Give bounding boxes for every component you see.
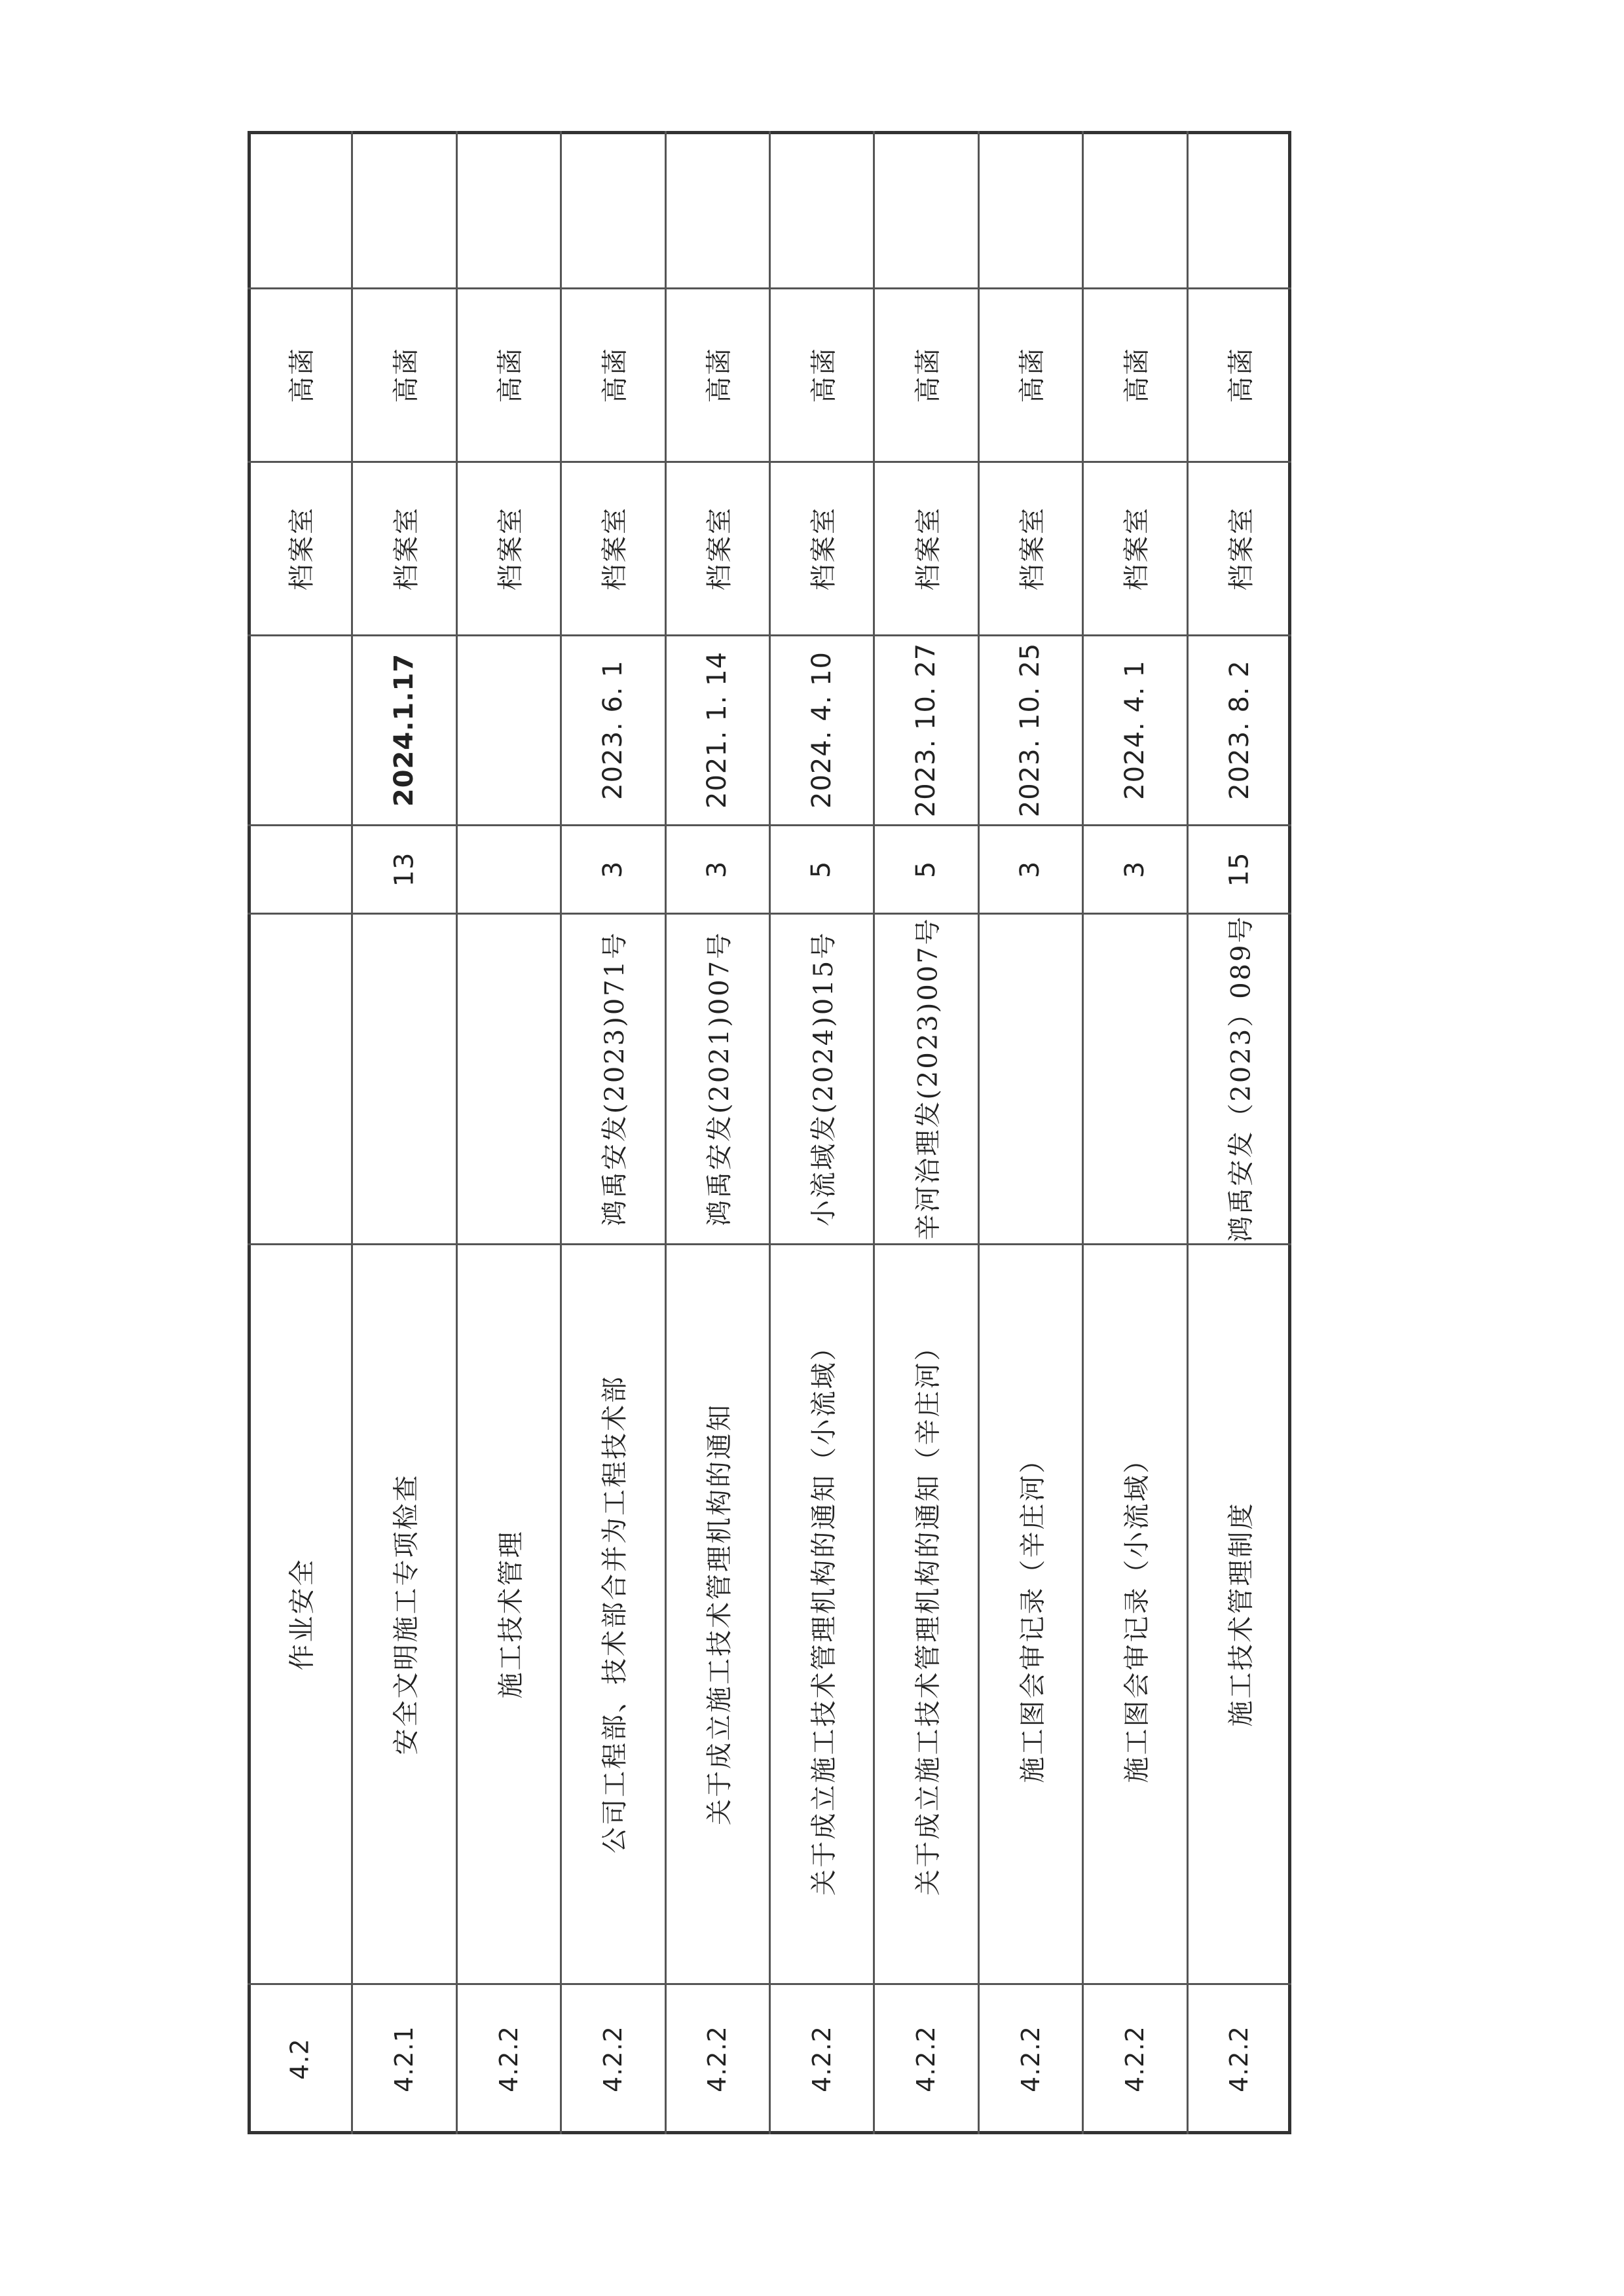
keeper-text: 高菡 — [495, 346, 526, 403]
cell-note — [248, 131, 352, 288]
cell-date — [456, 635, 561, 825]
cell-keeper — [874, 288, 978, 462]
date-text: 2023. 10. 27 — [911, 642, 942, 818]
no-text: 4.2 — [285, 2038, 314, 2080]
cell-title — [874, 1244, 978, 1984]
title-text: 施工图会审记录（辛庄河） — [1018, 1445, 1048, 1783]
cell-keeper — [769, 288, 874, 462]
cell-doc-no — [665, 913, 769, 1244]
cell-doc-no — [1187, 913, 1291, 1244]
title-text: 关于成立施工技术管理机构的通知 — [704, 1402, 735, 1825]
title-text: 公司工程部、技术部合并为工程技术部 — [600, 1374, 631, 1853]
cell-place — [874, 462, 978, 635]
cell-title — [1082, 1244, 1187, 1984]
no-text: 4.2.2 — [1225, 2026, 1254, 2092]
cell-note — [352, 131, 456, 288]
cell-date — [978, 635, 1082, 825]
cell-date — [769, 635, 874, 825]
pages-text: 3 — [597, 860, 628, 878]
date-text: 2024. 4. 10 — [806, 651, 837, 809]
cell-pages — [874, 825, 978, 913]
cell-keeper — [561, 288, 665, 462]
cell-doc-no — [352, 913, 456, 1244]
no-text: 4.2.2 — [912, 2026, 941, 2092]
place-text: 档案室 — [704, 506, 735, 591]
cell-no — [1187, 1984, 1291, 2134]
title-text: 施工技术管理制度 — [1226, 1501, 1257, 1726]
place-text: 档案室 — [600, 506, 631, 591]
doc-no-text: 鸿禹安发(2023)071号 — [600, 930, 631, 1227]
no-text: 4.2.2 — [598, 2026, 627, 2092]
place-text: 档案室 — [495, 506, 526, 591]
cell-note — [456, 131, 561, 288]
cell-note — [1187, 131, 1291, 288]
cell-no — [665, 1984, 769, 2134]
cell-date — [561, 635, 665, 825]
title-text: 作业安全 — [287, 1558, 318, 1670]
cell-pages — [665, 825, 769, 913]
cell-note — [769, 131, 874, 288]
cell-place — [665, 462, 769, 635]
cell-title — [665, 1244, 769, 1984]
pages-text: 5 — [806, 860, 837, 878]
cell-doc-no — [874, 913, 978, 1244]
no-text: 4.2.2 — [1120, 2026, 1149, 2092]
doc-no-text: 小流域发(2024)015号 — [809, 930, 840, 1227]
pages-text: 13 — [389, 852, 420, 886]
place-text: 档案室 — [1122, 506, 1153, 591]
cell-note — [561, 131, 665, 288]
cell-date — [1082, 635, 1187, 825]
cell-title — [561, 1244, 665, 1984]
cell-title — [248, 1244, 352, 1984]
cell-date — [352, 635, 456, 825]
pages-text: 3 — [702, 860, 733, 878]
cell-keeper — [1082, 288, 1187, 462]
no-text: 4.2.2 — [703, 2026, 732, 2092]
place-text: 档案室 — [391, 506, 422, 591]
title-text: 关于成立施工技术管理机构的通知（小流域） — [809, 1332, 840, 1895]
cell-note — [1082, 131, 1187, 288]
date-text: 2023. 6. 1 — [597, 660, 628, 800]
cell-pages — [456, 825, 561, 913]
place-text: 档案室 — [913, 506, 944, 591]
cell-place — [456, 462, 561, 635]
date-text: 2023. 10. 25 — [1015, 642, 1046, 818]
cell-no — [978, 1984, 1082, 2134]
cell-date — [1187, 635, 1291, 825]
doc-no-text: 鸿禹安发(2021)007号 — [704, 930, 735, 1227]
cell-no — [352, 1984, 456, 2134]
date-text: 2024. 4. 1 — [1119, 660, 1150, 800]
cell-doc-no — [561, 913, 665, 1244]
cell-place — [248, 462, 352, 635]
date-text: 2024.1.17 — [389, 653, 420, 807]
cell-doc-no — [248, 913, 352, 1244]
date-text: 2021. 1. 14 — [702, 651, 733, 809]
cell-no — [769, 1984, 874, 2134]
no-text: 4.2.1 — [390, 2026, 419, 2092]
cell-title — [352, 1244, 456, 1984]
cell-date — [248, 635, 352, 825]
doc-no-text: 鸿禹安发（2023）089号 — [1226, 915, 1257, 1243]
cell-doc-no — [769, 913, 874, 1244]
cell-date — [874, 635, 978, 825]
cell-place — [978, 462, 1082, 635]
cell-place — [769, 462, 874, 635]
place-text: 档案室 — [1017, 506, 1048, 591]
keeper-text: 高菡 — [809, 346, 840, 403]
pages-text: 15 — [1224, 852, 1255, 886]
keeper-text: 高菡 — [1017, 346, 1048, 403]
cell-title — [1187, 1244, 1291, 1984]
place-text: 档案室 — [809, 506, 840, 591]
cell-place — [561, 462, 665, 635]
cell-no — [1082, 1984, 1187, 2134]
place-text: 档案室 — [287, 506, 318, 591]
doc-no-text: 辛河治理发(2023)007号 — [913, 917, 944, 1241]
cell-keeper — [248, 288, 352, 462]
cell-pages — [248, 825, 352, 913]
cell-place — [1187, 462, 1291, 635]
cell-title — [769, 1244, 874, 1984]
cell-no — [874, 1984, 978, 2134]
no-text: 4.2.2 — [1016, 2026, 1045, 2092]
cell-date — [665, 635, 769, 825]
place-text: 档案室 — [1226, 506, 1257, 591]
no-text: 4.2.2 — [807, 2026, 836, 2092]
date-text: 2023. 8. 2 — [1224, 660, 1255, 800]
cell-note — [978, 131, 1082, 288]
cell-no — [561, 1984, 665, 2134]
cell-pages — [352, 825, 456, 913]
cell-note — [665, 131, 769, 288]
pages-text: 3 — [1015, 860, 1046, 878]
cell-keeper — [352, 288, 456, 462]
cell-place — [352, 462, 456, 635]
keeper-text: 高菡 — [913, 346, 944, 403]
cell-keeper — [1187, 288, 1291, 462]
cell-no — [248, 1984, 352, 2134]
keeper-text: 高菡 — [1226, 346, 1257, 403]
keeper-text: 高菡 — [1122, 346, 1153, 403]
keeper-text: 高菡 — [704, 346, 735, 403]
cell-doc-no — [1082, 913, 1187, 1244]
title-text: 安全文明施工专项检查 — [391, 1473, 422, 1755]
pages-text: 3 — [1119, 860, 1150, 878]
cell-keeper — [978, 288, 1082, 462]
cell-title — [978, 1244, 1082, 1984]
keeper-text: 高菡 — [391, 346, 422, 403]
cell-keeper — [665, 288, 769, 462]
cell-doc-no — [456, 913, 561, 1244]
keeper-text: 高菡 — [287, 346, 318, 403]
cell-doc-no — [978, 913, 1082, 1244]
cell-note — [874, 131, 978, 288]
cell-title — [456, 1244, 561, 1984]
title-text: 施工图会审记录（小流域） — [1122, 1445, 1153, 1783]
no-text: 4.2.2 — [494, 2026, 523, 2092]
cell-pages — [1187, 825, 1291, 913]
title-text: 施工技术管理 — [496, 1529, 526, 1698]
pages-text: 5 — [911, 860, 942, 878]
cell-no — [456, 1984, 561, 2134]
cell-pages — [561, 825, 665, 913]
cell-pages — [978, 825, 1082, 913]
cell-pages — [1082, 825, 1187, 913]
cell-place — [1082, 462, 1187, 635]
cell-keeper — [456, 288, 561, 462]
title-text: 关于成立施工技术管理机构的通知（辛庄河） — [913, 1332, 944, 1895]
keeper-text: 高菡 — [600, 346, 631, 403]
cell-pages — [769, 825, 874, 913]
